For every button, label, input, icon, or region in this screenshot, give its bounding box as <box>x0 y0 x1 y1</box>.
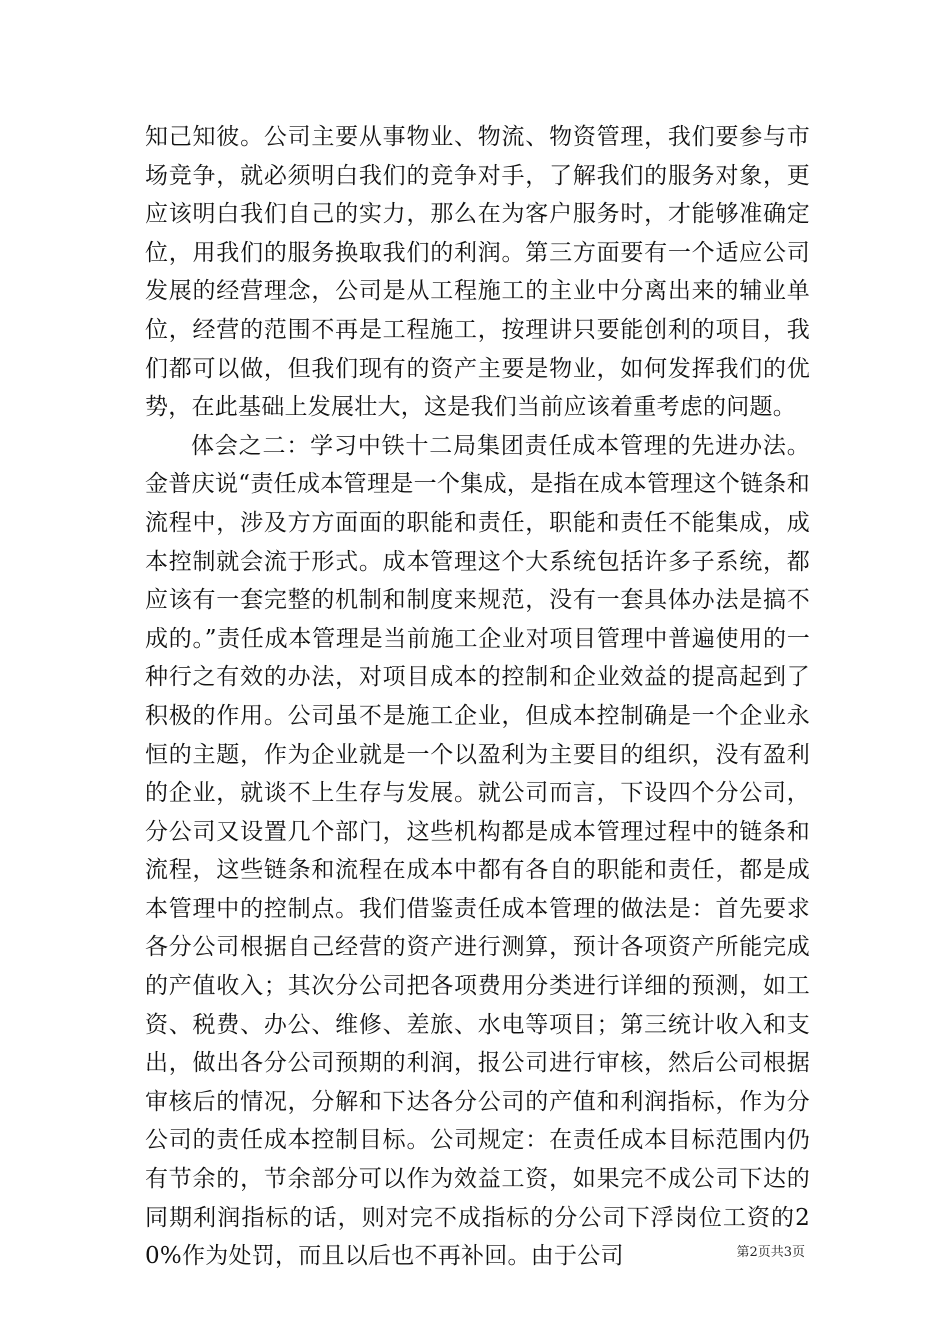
paragraph-1: 知己知彼。公司主要从事物业、物流、物资管理，我们要参与市场竞争，就必须明白我们的竞争对手，了解我们的服务对象，更应该明白我们自己的实力，那么在为客户服务时，才能够准确定位，用我们的服务换取我们的利润。第三方面要有一个适应公司发展的经营理念，公司是从工程施工的主业中分离出来的辅业单位，经营的范围不再是工程施工，按理讲只要能创利的项目，我们都可以做，但我们现有的资产主要是物业，如何发挥我们的优势，在此基础上发展壮大，这是我们当前应该着重考虑的问题。 <box>145 124 810 421</box>
page-number-footer: 第2页共3页 <box>736 1245 805 1260</box>
paragraph-2: 体会之二：学习中铁十二局集团责任成本管理的先进办法。金普庆说“责任成本管理是一个集成，是指在成本管理这个链条和流程中，涉及方方面面的职能和责任，职能和责任不能集成，成本控制就会流于形式。成本管理这个大系统包括许多子系统，都应该有一套完整的机制和制度来规范，没有一套具体办法是搞不成的。”责任成本管理是当前施工企业对项目管理中普遍使用的一种行之有效的办法，对项目成本的控制和企业效益的提高起到了积极的作用。公司虽不是施工企业，但成本控制确是一个企业永恒的主题，作为企业就是一个以盈利为主要目的组织，没有盈利的企业，就谈不上生存与发展。就公司而言，下设四个分公司，分公司又设置几个部门，这些机构都是成本管理过程中的链条和流程，这些链条和流程在成本中都有各自的职能和责任，都是成本管理中的控制点。我们借鉴责任成本管理的做法是：首先要求各分公司根据自己经营的资产进行测算，预计各项资产所能完成的产值收入；其次分公司把各项费用分类进行详细的预测，如工资、税费、办公、维修、差旅、水电等项目；第三统计收入和支出，做出各分公司预期的利润，报公司进行审核，然后公司根据审核后的情况，分解和下达各分公司的产值和利润指标，作为分公司的责任成本控制目标。公司规定：在责任成本目标范围内仍有节余的，节余部分可以作为效益工资，如果完不成公司下达的同期利润指标的话，则对完不成指标的分公司下浮岗位工资的20%作为处罚，而且以后也不再补回。由于公司 <box>145 432 810 1270</box>
document-body <box>145 118 810 1276</box>
